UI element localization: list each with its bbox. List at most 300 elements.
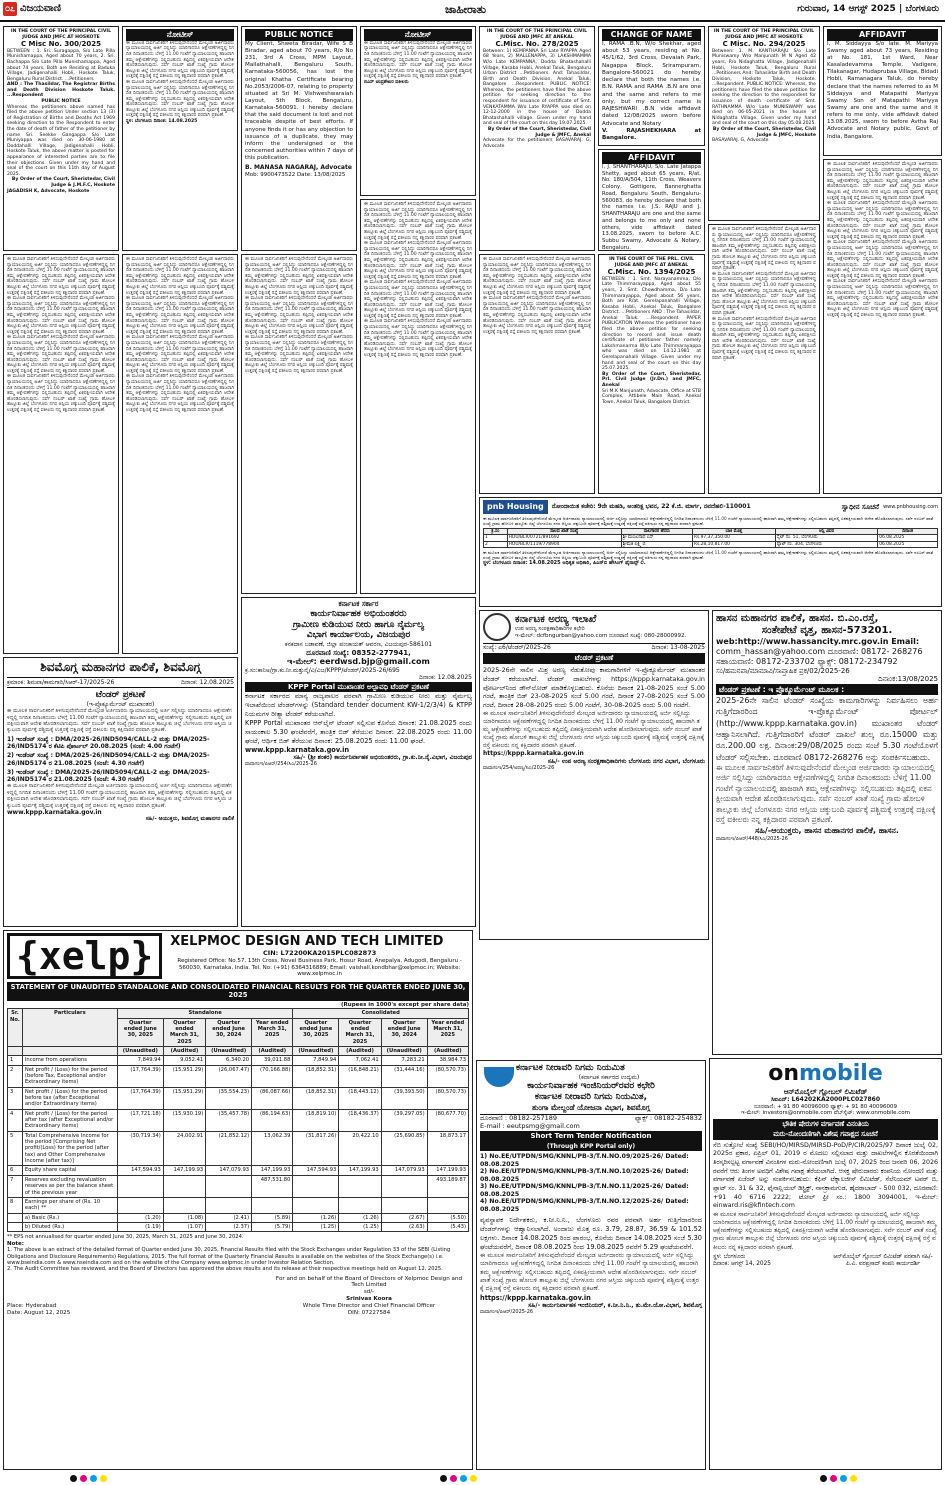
- org-title-3: ಕಾರ್ಯನಿರ್ವಾಹಕ ಇಂಜಿನಿಯರ್‌ರವರ ಕಛೇರಿ: [527, 1081, 655, 1092]
- notice-body: I, M. Siddayya S/o late. M. Mariyya Swamy aged about 73 years, Residing at No. 181, 1st Ward, Near Kasaladevamma Temple, Vadigere, Tilakanagar, Hudaprubaa Village, Bidadi Hobli, Ramanagara Taluk, do hereby declare that the names referred to as M Siddayya and Matapathi Mariyya Swamy Son of Matapathi Mariyya Swamy are one and the same and it refers to me only, vide affidavit dated 13.08.2025, sworn to before Avtha Raj Advocate and Notary public, Govt of India, Bangalore.: [827, 40, 938, 140]
- row-value: 147,594.93: [293, 1166, 339, 1175]
- row-value: (1.25): [293, 1222, 339, 1231]
- table-row: [8, 1175, 469, 1197]
- forest-tender: [479, 610, 709, 940]
- note-1: 1. The above is an extract of the detailed format of Quarter ended June 30, 2025, Financial Results filed with the Stock Exchanges under Regulation 33 of the SEBI (Listing Obligations and Disclosure Requirements) Regulations, 2015. The full format of the Quarterly Financial Results is available on the websites of the Stock Exchange(s) i.e. www.bseindia.com & www.nseindia.com and on the website of the Company www.xelpmoc.in under Investor Relation Section.: [7, 1247, 451, 1266]
- company-phone: ದೂರವಾಣಿ: + 91 80 40096000 ಫ್ಯಾಕ್ಸ್: + 91 80 40096009: [754, 1103, 897, 1110]
- row-value: [427, 1197, 468, 1213]
- notice-body: ಈ ಮೂಲಕ ಸಾರ್ವಜನಿಕರಿಗೆ ತಿಳಿಸುವುದೇನೆಂದರೆ ಮೇಲ್ಕಂಡ ಅರ್ಜಿದಾರರು ನ್ಯಾಯಾಲಯದಲ್ಲಿ ಅರ್ಜಿ ಸಲ್ಲಿಸಿದ್ದು ಯಾರಿಗಾದರೂ ಆಕ್ಷೇಪಣೆಗಳಿದ್ದಲ್ಲಿ ನಿಗದಿತ ದಿನಾಂಕದಂದು ಬೆಳಿಗ್ಗೆ 11.00 ಗಂಟೆಗೆ ನ್ಯಾಯಾಲಯದಲ್ಲಿ ಹಾಜರಾಗಿ ತಮ್ಮ ಆಕ್ಷೇಪಣೆಗಳನ್ನು ಸಲ್ಲಿಸಬಹುದು ತಪ್ಪಿದಲ್ಲಿ ಏಕಪಕ್ಷೀಯವಾಗಿ ಆದೇಶ ಹೊರಡಿಸಲಾಗುವುದು. ಸರ್ವೆ ನಂಬರ್ ಖಾತೆ ಸಂಖ್ಯೆ ಗ್ರಾಮ ಹೋಬಳಿ ತಾಲ್ಲೂಕು ಜಿಲ್ಲೆ ಬೆಂಗಳೂರು ನಗರ ಆಸ್ತಿಯ ಚಕ್ಕುಬಂದಿ ಪೂರ್ವಕ್ಕೆ ಪಶ್ಚಿಮಕ್ಕೆ ಉತ್ತರಕ್ಕೆ ದಕ್ಷಿಣಕ್ಕೆ ರಸ್ತೆ ವಕೀಲರು ನನ್ನ ಕಕ್ಷಿದಾರರ ಪರವಾಗಿ ಪ್ರಕಟಣೆ.: [126, 257, 234, 296]
- case-number: C.Misc. No. 278/2025: [495, 40, 579, 49]
- row-value: 147,594.93: [117, 1166, 163, 1175]
- row-value: 7,062.41: [339, 1056, 381, 1065]
- row-value: (80,677.70): [427, 1109, 468, 1131]
- row-value: 7,849.94: [293, 1056, 339, 1065]
- notice-title: ನೋಟೀಸ್: [126, 29, 234, 41]
- court-notice-hoskote-300: [3, 26, 119, 251]
- knnl-tender: [476, 1060, 706, 1470]
- case-number: C Misc No. 300/2025: [20, 40, 102, 49]
- row-value: 13,062.39: [252, 1131, 293, 1166]
- row-particulars: a) Basic (Rs.): [22, 1213, 117, 1222]
- court-notice-anekal-1394: [598, 254, 705, 494]
- notice-title: AFFIDAVIT: [827, 29, 938, 41]
- col-status: (Audited): [252, 1046, 293, 1055]
- notice-body-2: ಈ ಮೂಲಕ ಸಾರ್ವಜನಿಕರಿಗೆ ತಿಳಿಸುವುದೇನೆಂದರೆ ಮೇಲ್ಕಂಡ ಅರ್ಜಿದಾರರು ನ್ಯಾಯಾಲಯದಲ್ಲಿ ಅರ್ಜಿ ಸಲ್ಲಿಸಿದ್ದು ಯಾರಿಗಾದರೂ ಆಕ್ಷೇಪಣೆಗಳಿದ್ದಲ್ಲಿ ನಿಗದಿತ ದಿನಾಂಕದಂದು ಬೆಳಿಗ್ಗೆ 11.00 ಗಂಟೆಗೆ ನ್ಯಾಯಾಲಯದಲ್ಲಿ ಹಾಜರಾಗಿ ತಮ್ಮ ಆಕ್ಷೇಪಣೆಗಳನ್ನು ಸಲ್ಲಿಸಬಹುದು ತಪ್ಪಿದಲ್ಲಿ ಏಕಪಕ್ಷೀಯವಾಗಿ ಆದೇಶ ಹೊರಡಿಸಲಾಗುವುದು. ಸರ್ವೆ ನಂಬರ್ ಖಾತೆ ಸಂಖ್ಯೆ ಗ್ರಾಮ ಹೋಬಳಿ ತಾಲ್ಲೂಕು ಜಿಲ್ಲೆ ಬೆಂಗಳೂರು ನಗರ ಆಸ್ತಿಯ ಚಕ್ಕುಬಂದಿ ಪೂರ್ವಕ್ಕೆ ಪಶ್ಚಿಮಕ್ಕೆ ಉತ್ತರಕ್ಕೆ ದಕ್ಷಿಣಕ್ಕೆ ರಸ್ತೆ ವಕೀಲರು ನನ್ನ ಕಕ್ಷಿದಾರರ ಪರವಾಗಿ ಪ್ರಕಟಣೆ.: [483, 550, 934, 561]
- notice-title: ಸ್ವಾಧೀನ ಸೂಚನೆ: [841, 502, 880, 511]
- notice-subtitle: ಮರು-ನೋಂದಣಿಗಾಗಿ ವಿಶೇಷ ಗವಾಕ್ಷದ ಸೂಚನೆ: [713, 1129, 938, 1139]
- org-fax: ಫ್ಯಾಕ್ಸ್ : 08182-254832: [634, 1114, 702, 1123]
- website-link[interactable]: www.kppp.karnataka.gov.in: [245, 745, 350, 754]
- tender-body: ಈ ಮೂಲಕ ಸಾರ್ವಜನಿಕರಿಗೆ ತಿಳಿಸುವುದೇನೆಂದರೆ ಮೇಲ್ಕಂಡ ಅರ್ಜಿದಾರರು ನ್ಯಾಯಾಲಯದಲ್ಲಿ ಅರ್ಜಿ ಸಲ್ಲಿಸಿದ್ದು ಯಾರಿಗಾದರೂ ಆಕ್ಷೇಪಣೆಗಳಿದ್ದಲ್ಲಿ ನಿಗದಿತ ದಿನಾಂಕದಂದು ಬೆಳಿಗ್ಗೆ 11.00 ಗಂಟೆಗೆ ನ್ಯಾಯಾಲಯದಲ್ಲಿ ಹಾಜರಾಗಿ ತಮ್ಮ ಆಕ್ಷೇಪಣೆಗಳನ್ನು ಸಲ್ಲಿಸಬಹುದು ತಪ್ಪಿದಲ್ಲಿ ಏಕಪಕ್ಷೀಯವಾಗಿ ಆದೇಶ ಹೊರಡಿಸಲಾಗುವುದು. ಸರ್ವೆ ನಂಬರ್ ಖಾತೆ ಸಂಖ್ಯೆ ಗ್ರಾಮ ಹೋಬಳಿ ತಾಲ್ಲೂಕು ಜಿಲ್ಲೆ ಬೆಂಗಳೂರು ನಗರ ಆಸ್ತಿಯ ಚಕ್ಕುಬಂದಿ ಪೂರ್ವಕ್ಕೆ ಪಶ್ಚಿಮಕ್ಕೆ ಉತ್ತರಕ್ಕೆ ದಕ್ಷಿಣಕ್ಕೆ ರಸ್ತೆ ವಕೀಲರು ನನ್ನ ಕಕ್ಷಿದಾರರ ಪರವಾಗಿ ಪ್ರಕಟಣೆ.: [7, 708, 232, 734]
- pnb-col-header: ಸಾಲದ ಖಾತೆ ಸಂಖ್ಯೆ: [507, 529, 621, 535]
- section-title: ಜಾಹೀರಾತು: [445, 3, 487, 16]
- din: DIN: 07227584: [347, 1309, 391, 1316]
- notice-title: CHANGE OF NAME: [602, 29, 701, 41]
- table-row: [8, 1197, 469, 1213]
- tender-item-3: 3) No.EE/UTPDN/SMG/KNNL/PB-3/T.N.NO.11/2025-26/ Dated: 08.08.2025: [480, 1183, 689, 1198]
- notice-title: Short Term Tender Notification: [480, 1131, 702, 1142]
- sd: sd/-: [363, 1289, 375, 1296]
- notice-body-2: ಈ ಮೂಲಕ ಸಾರ್ವಜನಿಕರಿಗೆ ತಿಳಿಸುವುದೇನೆಂದರೆ ಮೇಲ್ಕಂಡ ಅರ್ಜಿದಾರರು ನ್ಯಾಯಾಲಯದಲ್ಲಿ ಅರ್ಜಿ ಸಲ್ಲಿಸಿದ್ದು ಯಾರಿಗಾದರೂ ಆಕ್ಷೇಪಣೆಗಳಿದ್ದಲ್ಲಿ ನಿಗದಿತ ದಿನಾಂಕದಂದು ಬೆಳಿಗ್ಗೆ 11.00 ಗಂಟೆಗೆ ನ್ಯಾಯಾಲಯದಲ್ಲಿ ಹಾಜರಾಗಿ ತಮ್ಮ ಆಕ್ಷೇಪಣೆಗಳನ್ನು ಸಲ್ಲಿಸಬಹುದು ತಪ್ಪಿದಲ್ಲಿ ಏಕಪಕ್ಷೀಯವಾಗಿ ಆದೇಶ ಹೊರಡಿಸಲಾಗುವುದು. ಸರ್ವೆ ನಂಬರ್ ಖಾತೆ ಸಂಖ್ಯೆ ಗ್ರಾಮ ಹೋಬಳಿ ತಾಲ್ಲೂಕು ಜಿಲ್ಲೆ ಬೆಂಗಳೂರು ನಗರ ಆಸ್ತಿಯ ಚಕ್ಕುಬಂದಿ ಪೂರ್ವಕ್ಕೆ ಪಶ್ಚಿಮಕ್ಕೆ ಉತ್ತರಕ್ಕೆ ದಕ್ಷಿಣಕ್ಕೆ ರಸ್ತೆ ವಕೀಲರು ನನ್ನ ಕಕ್ಷಿದಾರರ ಪರವಾಗಿ ಪ್ರಕಟಣೆ.: [827, 201, 938, 240]
- row-value: [117, 1197, 163, 1213]
- header-date: ಗುರುವಾರ, 14 ಆಗಸ್ಟ್ 2025 | ಬೆಂಗಳೂರು: [797, 4, 939, 14]
- tender-item-1: 1) No.EE/UTPDN/SMG/KNNL/PB-3/T.N.NO.09/2025-26/ Dated: 08.08.2025: [480, 1153, 689, 1168]
- org-title: ಕರ್ನಾಟಕ ಅರಣ್ಯ ಇಲಾಖೆ: [515, 614, 597, 626]
- notice-body-3: ಈ ಮೂಲಕ ಸಾರ್ವಜನಿಕರಿಗೆ ತಿಳಿಸುವುದೇನೆಂದರೆ ಮೇಲ್ಕಂಡ ಅರ್ಜಿದಾರರು ನ್ಯಾಯಾಲಯದಲ್ಲಿ ಅರ್ಜಿ ಸಲ್ಲಿಸಿದ್ದು ಯಾರಿಗಾದರೂ ಆಕ್ಷೇಪಣೆಗಳಿದ್ದಲ್ಲಿ ನಿಗದಿತ ದಿನಾಂಕದಂದು ಬೆಳಿಗ್ಗೆ 11.00 ಗಂಟೆಗೆ ನ್ಯಾಯಾಲಯದಲ್ಲಿ ಹಾಜರಾಗಿ ತಮ್ಮ ಆಕ್ಷೇಪಣೆಗಳನ್ನು ಸಲ್ಲಿಸಬಹುದು ತಪ್ಪಿದಲ್ಲಿ ಏಕಪಕ್ಷೀಯವಾಗಿ ಆದೇಶ ಹೊರಡಿಸಲಾಗುವುದು. ಸರ್ವೆ ನಂಬರ್ ಖಾತೆ ಸಂಖ್ಯೆ ಗ್ರಾಮ ಹೋಬಳಿ ತಾಲ್ಲೂಕು ಜಿಲ್ಲೆ ಬೆಂಗಳೂರು ನಗರ ಆಸ್ತಿಯ ಚಕ್ಕುಬಂದಿ ಪೂರ್ವಕ್ಕೆ ಪಶ್ಚಿಮಕ್ಕೆ ಉತ್ತರಕ್ಕೆ ದಕ್ಷಿಣಕ್ಕೆ ರಸ್ತೆ ವಕೀಲರು ನನ್ನ ಕಕ್ಷಿದಾರರ ಪರವಾಗಿ ಪ್ರಕಟಣೆ.: [364, 280, 472, 319]
- court-name: IN THE COURT OF THE PRL. CIVIL JUDGE AND JMFC AT ANEKAL: [609, 257, 694, 268]
- pnb-housing-logo: pnb Housing: [483, 500, 548, 514]
- pnb-col-header: ಕ್ರ.ಸಂ: [484, 529, 508, 535]
- row-value: [381, 1175, 427, 1197]
- company-email: ಇ-ಮೇಲ್: investors@onmobile.com ವೆಬ್‌ಸೈಟ್: www.onmobile.com: [740, 1110, 911, 1117]
- xelpmoc-financial-results: [3, 930, 473, 1470]
- tender-item-3: 3) ಇಂಡೆಂಟ್ ಸಂಖ್ಯೆ : DMA/2025-26/IND5094/CALL-2 ಮತ್ತು DMA/2025-26/IND5174 ರ 21.08.2025 (ಸಂಜೆ: 4.30 ಗಂಟೆಗೆ): [7, 768, 210, 784]
- notice-body-4: ಈ ಮೂಲಕ ಸಾರ್ವಜನಿಕರಿಗೆ ತಿಳಿಸುವುದೇನೆಂದರೆ ಮೇಲ್ಕಂಡ ಅರ್ಜಿದಾರರು ನ್ಯಾಯಾಲಯದಲ್ಲಿ ಅರ್ಜಿ ಸಲ್ಲಿಸಿದ್ದು ಯಾರಿಗಾದರೂ ಆಕ್ಷೇಪಣೆಗಳಿದ್ದಲ್ಲಿ ನಿಗದಿತ ದಿನಾಂಕದಂದು ಬೆಳಿಗ್ಗೆ 11.00 ಗಂಟೆಗೆ ನ್ಯಾಯಾಲಯದಲ್ಲಿ ಹಾಜರಾಗಿ ತಮ್ಮ ಆಕ್ಷೇಪಣೆಗಳನ್ನು ಸಲ್ಲಿಸಬಹುದು ತಪ್ಪಿದಲ್ಲಿ ಏಕಪಕ್ಷೀಯವಾಗಿ ಆದೇಶ ಹೊರಡಿಸಲಾಗುವುದು. ಸರ್ವೆ ನಂಬರ್ ಖಾತೆ ಸಂಖ್ಯೆ ಗ್ರಾಮ ಹೋಬಳಿ ತಾಲ್ಲೂಕು ಜಿಲ್ಲೆ ಬೆಂಗಳೂರು ನಗರ ಆಸ್ತಿಯ ಚಕ್ಕುಬಂದಿ ಪೂರ್ವಕ್ಕೆ ಪಶ್ಚಿಮಕ್ಕೆ ಉತ್ತರಕ್ಕೆ ದಕ್ಷಿಣಕ್ಕೆ ರಸ್ತೆ ವಕೀಲರು ನನ್ನ ಕಕ್ಷಿದಾರರ ಪರವಾಗಿ ಪ್ರಕಟಣೆ.: [827, 279, 938, 319]
- table-row: [8, 1056, 469, 1065]
- row-value: (1.19): [117, 1222, 163, 1231]
- notice-kannada-2: [360, 26, 476, 196]
- row-value: (21,852.12): [206, 1131, 252, 1166]
- org-title-1: ಕರ್ನಾಟಕ ನೀರಾವರಿ ನಿಗಮ ನಿಯಮಿತ: [516, 1063, 625, 1073]
- notice-title: ಭೌತಿಕ ಷೇರುಗಳ ವರ್ಗಾವಣೆ ವಿನಂತಿಯ: [713, 1119, 938, 1129]
- row-value: (18,852.31): [293, 1087, 339, 1109]
- row-value: (5.89): [252, 1213, 293, 1222]
- table-cell: Rs.97,37,350.00: [692, 535, 775, 541]
- row-value: 24,002.91: [163, 1131, 205, 1166]
- row-particulars: Reserves excluding revaluation reserves as per the balance sheet of the previous year: [22, 1175, 117, 1197]
- row-value: (18,436.37): [339, 1109, 381, 1131]
- row-value: (2.63): [381, 1222, 427, 1231]
- respondent: AND : The Thasildar, The Registrar Births and Death Division Hoskote Taluk. ...Respondent: [7, 82, 115, 99]
- statement-title: STATEMENT OF UNAUDITED STANDALONE AND CONSOLIDATED FINANCIAL RESULTS FOR THE QUARTER ENDED JUNE 30, 2025: [7, 982, 469, 1001]
- notice-body: ಈ ಮೂಲಕ ಸಾರ್ವಜನಿಕರಿಗೆ ತಿಳಿಸುವುದೇನೆಂದರೆ ಮೇಲ್ಕಂಡ ಅರ್ಜಿದಾರರು ನ್ಯಾಯಾಲಯದಲ್ಲಿ ಅರ್ಜಿ ಸಲ್ಲಿಸಿದ್ದು ಯಾರಿಗಾದರೂ ಆಕ್ಷೇಪಣೆಗಳಿದ್ದಲ್ಲಿ ನಿಗದಿತ ದಿನಾಂಕದಂದು ಬೆಳಿಗ್ಗೆ 11.00 ಗಂಟೆಗೆ ನ್ಯಾಯಾಲಯದಲ್ಲಿ ಹಾಜರಾಗಿ ತಮ್ಮ ಆಕ್ಷೇಪಣೆಗಳನ್ನು ಸಲ್ಲಿಸಬಹುದು ತಪ್ಪಿದಲ್ಲಿ ಏಕಪಕ್ಷೀಯವಾಗಿ ಆದೇಶ ಹೊರಡಿಸಲಾಗುವುದು. ಸರ್ವೆ ನಂಬರ್ ಖಾತೆ ಸಂಖ್ಯೆ ಗ್ರಾಮ ಹೋಬಳಿ ತಾಲ್ಲೂಕು ಜಿಲ್ಲೆ ಬೆಂಗಳೂರು ನಗರ ಆಸ್ತಿಯ ಚಕ್ಕುಬಂದಿ ಪೂರ್ವಕ್ಕೆ ಪಶ್ಚಿಮಕ್ಕೆ ಉತ್ತರಕ್ಕೆ ದಕ್ಷಿಣಕ್ಕೆ ರಸ್ತೆ ವಕೀಲರು ನನ್ನ ಕಕ್ಷಿದಾರರ ಪರವಾಗಿ ಪ್ರಕಟಣೆ.: [245, 257, 353, 296]
- table-cell: HOU/BLR/0721/891692: [507, 535, 621, 541]
- table-cell: HOU/BLR/1119/778904: [507, 541, 621, 547]
- row-sr: 3: [8, 1087, 23, 1109]
- col-status: (Audited): [339, 1046, 381, 1055]
- row-particulars: Equity share capital: [22, 1166, 117, 1175]
- tender-sign: ಸಹಿ/- (ಶ್ರೀ ಶಂಕರ) ಕಾರ್ಯನಿರ್ವಾಹಕ ಅಭಿಯಂತರರು, ಗ್ರಾ.ಕು.ನೀ.ನೈ.ವಿಭಾಗ, ವಿಜಯಪುರ: [293, 753, 472, 761]
- org-sub: ಉಪ ಅರಣ್ಯ ಸಂರಕ್ಷಣಾಧಿಕಾರಿಗಳ ಕಛೇರಿ: [515, 626, 585, 633]
- row-sr: 8: [8, 1197, 23, 1213]
- tender-title: ಟೆಂಡರ್ ಪ್ರಕಟಣೆ : ಇ ಪ್ರೊಕ್ಯೂರ್ಮೆಂಟ್ ಮೂಲಕ :: [716, 684, 938, 695]
- date: Date: August 12, 2025: [7, 1309, 71, 1316]
- note-label: Note:: [7, 1240, 24, 1247]
- col-status: (Audited): [163, 1046, 205, 1055]
- tender-body: ವ್ಯವಸ್ಥಾಪಕ ನಿರ್ದೇಶಕರು, ಕ.ನೀ.ನಿ.ನಿ., ಬೆಂಗಳೂರು ರವರ ಪರವಾಗಿ ಅರ್ಹ ಗುತ್ತಿಗೆದಾರರಿಂದ ಟೆಂಡರ್‌ಗಳನ್ನು ಆಹ್ವಾನಿಸಲಾಗಿದೆ. ಅಂದಾಜು ಮೊತ್ತ ರೂ. 3.79, 28.87, 36.59 & 101.52 ಲಕ್ಷಗಳು. ದಿನಾಂಕ 14.08.2025 ರಿಂದ ಪ್ರಾರಂಭ, ಕೊನೆಯ ದಿನಾಂಕ 14.08.2025 ಸಂಜೆ 5.30 ಘಂಟೆಯವರೆಗೆ, ದಿನಾಂಕ 08.08.2025 ರಿಂದ 19.08.2025 ರವರೆಗೆ 5.29 ಘಂಟೆಯವರೆಗೆ.: [480, 1215, 702, 1251]
- org-web[interactable]: web:http://www.hassancity.mrc.gov.in Email:: [716, 637, 920, 647]
- table-row: [8, 1109, 469, 1131]
- forest-seal-icon: [483, 613, 511, 641]
- notice-title: PUBLIC NOTICE: [245, 29, 353, 41]
- notice-body-2: ಈ ಮೂಲಕ ಸಾರ್ವಜನಿಕರಿಗೆ ತಿಳಿಸುವುದೇನೆಂದರೆ ಮೇಲ್ಕಂಡ ಅರ್ಜಿದಾರರು ನ್ಯಾಯಾಲಯದಲ್ಲಿ ಅರ್ಜಿ ಸಲ್ಲಿಸಿದ್ದು ಯಾರಿಗಾದರೂ ಆಕ್ಷೇಪಣೆಗಳಿದ್ದಲ್ಲಿ ನಿಗದಿತ ದಿನಾಂಕದಂದು ಬೆಳಿಗ್ಗೆ 11.00 ಗಂಟೆಗೆ ನ್ಯಾಯಾಲಯದಲ್ಲಿ ಹಾಜರಾಗಿ ತಮ್ಮ ಆಕ್ಷೇಪಣೆಗಳನ್ನು ಸಲ್ಲಿಸಬಹುದು ತಪ್ಪಿದಲ್ಲಿ ಏಕಪಕ್ಷೀಯವಾಗಿ ಆದೇಶ ಹೊರಡಿಸಲಾಗುವುದು. ಸರ್ವೆ ನಂಬರ್ ಖಾತೆ ಸಂಖ್ಯೆ ಗ್ರಾಮ ಹೋಬಳಿ ತಾಲ್ಲೂಕು ಜಿಲ್ಲೆ ಬೆಂಗಳೂರು ನಗರ ಆಸ್ತಿಯ ಚಕ್ಕುಬಂದಿ ಪೂರ್ವಕ್ಕೆ ಪಶ್ಚಿಮಕ್ಕೆ ಉತ್ತರಕ್ಕೆ ದಕ್ಷಿಣಕ್ಕೆ ರಸ್ತೆ ವಕೀಲರು ನನ್ನ ಕಕ್ಷಿದಾರರ ಪರವಾಗಿ ಪ್ರಕಟಣೆ.: [483, 296, 591, 335]
- tender-body-2: ಈ ಮೂಲಕ ಸಾರ್ವಜನಿಕರಿಗೆ ತಿಳಿಸುವುದೇನೆಂದರೆ ಮೇಲ್ಕಂಡ ಅರ್ಜಿದಾರರು ನ್ಯಾಯಾಲಯದಲ್ಲಿ ಅರ್ಜಿ ಸಲ್ಲಿಸಿದ್ದು ಯಾರಿಗಾದರೂ ಆಕ್ಷೇಪಣೆಗಳಿದ್ದಲ್ಲಿ ನಿಗದಿತ ದಿನಾಂಕದಂದು ಬೆಳಿಗ್ಗೆ 11.00 ಗಂಟೆಗೆ ನ್ಯಾಯಾಲಯದಲ್ಲಿ ಹಾಜರಾಗಿ ತಮ್ಮ ಆಕ್ಷೇಪಣೆಗಳನ್ನು ಸಲ್ಲಿಸಬಹುದು ತಪ್ಪಿದಲ್ಲಿ ಏಕಪಕ್ಷೀಯವಾಗಿ ಆದೇಶ ಹೊರಡಿಸಲಾಗುವುದು. ಸರ್ವೆ ನಂಬರ್ ಖಾತೆ ಸಂಖ್ಯೆ ಗ್ರಾಮ ಹೋಬಳಿ ತಾಲ್ಲೂಕು ಜಿಲ್ಲೆ ಬೆಂಗಳೂರು ನಗರ ಆಸ್ತಿಯ ಚಕ್ಕುಬಂದಿ ಪೂರ್ವಕ್ಕೆ ಪಶ್ಚಿಮಕ್ಕೆ ಉತ್ತರಕ್ಕೆ ದಕ್ಷಿಣಕ್ಕೆ ರಸ್ತೆ ವಕೀಲರು ನನ್ನ ಕಕ್ಷಿದಾರರ ಪರವಾಗಿ ಪ್ರಕಟಣೆ.: [716, 762, 936, 825]
- advocate: Sri M.K Manjunath, Advocate, Office at STB Complex, Attibele Main Road, Anekal Town, Anekal Taluk, Bangalore District.: [602, 388, 701, 405]
- row-value: (15,951.29): [163, 1065, 205, 1087]
- public-notice-shweta: [241, 26, 357, 251]
- row-value: (5.43): [427, 1222, 468, 1231]
- row-value: [293, 1175, 339, 1197]
- row-value: [163, 1197, 205, 1213]
- designation: Whole Time Director and Chief Financial Officer: [302, 1302, 436, 1309]
- notice-body-3: ಈ ಮೂಲಕ ಸಾರ್ವಜನಿಕರಿಗೆ ತಿಳಿಸುವುದೇನೆಂದರೆ ಮೇಲ್ಕಂಡ ಅರ್ಜಿದಾರರು ನ್ಯಾಯಾಲಯದಲ್ಲಿ ಅರ್ಜಿ ಸಲ್ಲಿಸಿದ್ದು ಯಾರಿಗಾದರೂ ಆಕ್ಷೇಪಣೆಗಳಿದ್ದಲ್ಲಿ ನಿಗದಿತ ದಿನಾಂಕದಂದು ಬೆಳಿಗ್ಗೆ 11.00 ಗಂಟೆಗೆ ನ್ಯಾಯಾಲಯದಲ್ಲಿ ಹಾಜರಾಗಿ ತಮ್ಮ ಆಕ್ಷೇಪಣೆಗಳನ್ನು ಸಲ್ಲಿಸಬಹುದು ತಪ್ಪಿದಲ್ಲಿ ಏಕಪಕ್ಷೀಯವಾಗಿ ಆದೇಶ ಹೊರಡಿಸಲಾಗುವುದು. ಸರ್ವೆ ನಂಬರ್ ಖಾತೆ ಸಂಖ್ಯೆ ಗ್ರಾಮ ಹೋಬಳಿ ತಾಲ್ಲೂಕು ಜಿಲ್ಲೆ ಬೆಂಗಳೂರು ನಗರ ಆಸ್ತಿಯ ಚಕ್ಕುಬಂದಿ ಪೂರ್ವಕ್ಕೆ ಪಶ್ಚಿಮಕ್ಕೆ ಉತ್ತರಕ್ಕೆ ದಕ್ಷಿಣಕ್ಕೆ ರಸ್ತೆ ವಕೀಲರು ನನ್ನ ಕಕ್ಷಿದಾರರ ಪರವಾಗಿ ಪ್ರಕಟಣೆ.: [245, 335, 353, 374]
- col-status: (Audited): [427, 1046, 468, 1055]
- row-sr: 2: [8, 1065, 23, 1087]
- kannada-court-notice-7: [823, 159, 942, 494]
- for-board: For and on behalf of the Board of Directors of Xelpmoc Design and Tech Limited: [275, 1275, 463, 1289]
- place: Place: Hyderabad: [7, 1302, 57, 1309]
- kannada-court-notice-5: [479, 254, 595, 494]
- col-header: Quarter ended June 30, 2025: [293, 1018, 339, 1046]
- row-value: (80,570.73): [427, 1087, 468, 1109]
- col-header: Quarter ended June 30, 2025: [117, 1018, 163, 1046]
- eps-note: ** EPS not annualised for quarter ended June 30, 2025, March 31, 2025 and June 30, 2024.: [7, 1234, 244, 1241]
- vijayapura-tender: [241, 597, 476, 927]
- row-value: 487,531.80: [252, 1175, 293, 1197]
- notice-body: ಈ ಮೂಲಕ ಸಾರ್ವಜನಿಕರಿಗೆ ತಿಳಿಸುವುದೇನೆಂದರೆ ಮೇಲ್ಕಂಡ ಅರ್ಜಿದಾರರು ನ್ಯಾಯಾಲಯದಲ್ಲಿ ಅರ್ಜಿ ಸಲ್ಲಿಸಿದ್ದು ಯಾರಿಗಾದರೂ ಆಕ್ಷೇಪಣೆಗಳಿದ್ದಲ್ಲಿ ನಿಗದಿತ ದಿನಾಂಕದಂದು ಬೆಳಿಗ್ಗೆ 11.00 ಗಂಟೆಗೆ ನ್ಯಾಯಾಲಯದಲ್ಲಿ ಹಾಜರಾಗಿ ತಮ್ಮ ಆಕ್ಷೇಪಣೆಗಳನ್ನು ಸಲ್ಲಿಸಬಹುದು ತಪ್ಪಿದಲ್ಲಿ ಏಕಪಕ್ಷೀಯವಾಗಿ ಆದೇಶ ಹೊರಡಿಸಲಾಗುವುದು. ಸರ್ವೆ ನಂಬರ್ ಖಾತೆ ಸಂಖ್ಯೆ ಗ್ರಾಮ ಹೋಬಳಿ ತಾಲ್ಲೂಕು ಜಿಲ್ಲೆ ಬೆಂಗಳೂರು ನಗರ ಆಸ್ತಿಯ ಚಕ್ಕುಬಂದಿ ಪೂರ್ವಕ್ಕೆ ಪಶ್ಚಿಮಕ್ಕೆ ಉತ್ತರಕ್ಕೆ ದಕ್ಷಿಣಕ್ಕೆ ರಸ್ತೆ ವಕೀಲರು ನನ್ನ ಕಕ್ಷಿದಾರರ ಪರವಾಗಿ ಪ್ರಕಟಣೆ.: [126, 40, 234, 80]
- notice-body: Between: 1. M. KANTHARAJU S/o Late Muniswamy W/o Manjunath M N Aged 42 years, R/o Nidaghatta Village, Jadigenahalli Hobli, Hoskote Taluk, Bengaluru Rural ...Petitioners And: Tahasildar Birth and Death Division, Hoskote Taluk, Hoskote. ...Respondent. PUBLIC NOTICE: Whereas, the petitioners have filed the above petition for seeking the direction to the respondent for issuance of death certificate of Smt. RATHNAMMA W/o Late MUNISWAMY was died on 06-05-2021 in the house of Nidaghatta Village. Given under my hand and seal of the court on this day 05.08.2025.: [712, 48, 816, 127]
- website-link[interactable]: www.kppp.karnataka.gov.in: [7, 808, 102, 816]
- row-value: (30,719.34): [117, 1131, 163, 1166]
- row-value: [293, 1197, 339, 1213]
- row-value: (1.26): [339, 1213, 381, 1222]
- table-row: [8, 1065, 469, 1087]
- notice-body: ಈ ಮೂಲಕ ಸಾರ್ವಜನಿಕರಿಗೆ ತಿಳಿಸುವುದೇನೆಂದರೆ ಮೇಲ್ಕಂಡ ಅರ್ಜಿದಾರರು ನ್ಯಾಯಾಲಯದಲ್ಲಿ ಅರ್ಜಿ ಸಲ್ಲಿಸಿದ್ದು ಯಾರಿಗಾದರೂ ಆಕ್ಷೇಪಣೆಗಳಿದ್ದಲ್ಲಿ ನಿಗದಿತ ದಿನಾಂಕದಂದು ಬೆಳಿಗ್ಗೆ 11.00 ಗಂಟೆಗೆ ನ್ಯಾಯಾಲಯದಲ್ಲಿ ಹಾಜರಾಗಿ ತಮ್ಮ ಆಕ್ಷೇಪಣೆಗಳನ್ನು ಸಲ್ಲಿಸಬಹುದು ತಪ್ಪಿದಲ್ಲಿ ಏಕಪಕ್ಷೀಯವಾಗಿ ಆದೇಶ ಹೊರಡಿಸಲಾಗುವುದು. ಸರ್ವೆ ನಂಬರ್ ಖಾತೆ ಸಂಖ್ಯೆ ಗ್ರಾಮ ಹೋಬಳಿ ತಾಲ್ಲೂಕು ಜಿಲ್ಲೆ ಬೆಂಗಳೂರು ನಗರ ಆಸ್ತಿಯ ಚಕ್ಕುಬಂದಿ ಪೂರ್ವಕ್ಕೆ ಪಶ್ಚಿಮಕ್ಕೆ ಉತ್ತರಕ್ಕೆ ದಕ್ಷಿಣಕ್ಕೆ ರಸ್ತೆ ವಕೀಲರು ನನ್ನ ಕಕ್ಷಿದಾರರ ಪರವಾಗಿ ಪ್ರಕಟಣೆ.: [7, 257, 115, 296]
- ref-date: ದಿನಾಂಕ: 12.08.2025: [181, 678, 234, 686]
- org-title-2: ಗ್ರಾಮೀಣ ಕುಡಿಯುವ ನೀರು ಹಾಗೂ ನೈರ್ಮಲ್ಯ: [292, 619, 425, 630]
- row-sr: 1: [8, 1056, 23, 1065]
- row-value: (16,848.21): [339, 1065, 381, 1087]
- group-consolidated: Consolidated: [293, 1009, 469, 1018]
- org-phone: ದೂರವಾಣಿ ಸಂಖ್ಯೆ: 08352-277941,: [306, 648, 411, 657]
- table-cell: ಫ್ಲಾಟ್ ನಂ. 304, ಬೆಂಗಳೂರು: [775, 541, 878, 547]
- row-value: (39,393.50): [381, 1087, 427, 1109]
- row-particulars: Net profit / (Loss) for the period before tax (after Exceptional and/or Extraordinary items): [22, 1087, 117, 1109]
- notice-body-2: ಈ ಮೂಲಕ ಸಾರ್ವಜನಿಕರಿಗೆ ತಿಳಿಸುವುದೇನೆಂದರೆ ಮೇಲ್ಕಂಡ ಅರ್ಜಿದಾರರು ನ್ಯಾಯಾಲಯದಲ್ಲಿ ಅರ್ಜಿ ಸಲ್ಲಿಸಿದ್ದು ಯಾರಿಗಾದರೂ ಆಕ್ಷೇಪಣೆಗಳಿದ್ದಲ್ಲಿ ನಿಗದಿತ ದಿನಾಂಕದಂದು ಬೆಳಿಗ್ಗೆ 11.00 ಗಂಟೆಗೆ ನ್ಯಾಯಾಲಯದಲ್ಲಿ ಹಾಜರಾಗಿ ತಮ್ಮ ಆಕ್ಷೇಪಣೆಗಳನ್ನು ಸಲ್ಲಿಸಬಹುದು ತಪ್ಪಿದಲ್ಲಿ ಏಕಪಕ್ಷೀಯವಾಗಿ ಆದೇಶ ಹೊರಡಿಸಲಾಗುವುದು. ಸರ್ವೆ ನಂಬರ್ ಖಾತೆ ಸಂಖ್ಯೆ ಗ್ರಾಮ ಹೋಬಳಿ ತಾಲ್ಲೂಕು ಜಿಲ್ಲೆ ಬೆಂಗಳೂರು ನಗರ ಆಸ್ತಿಯ ಚಕ್ಕುಬಂದಿ ಪೂರ್ವಕ್ಕೆ ಪಶ್ಚಿಮಕ್ಕೆ ಉತ್ತರಕ್ಕೆ ದಕ್ಷಿಣಕ್ಕೆ ರಸ್ತೆ ವಕೀಲರು ನನ್ನ ಕಕ್ಷಿದಾರರ ಪರವಾಗಿ ಪ್ರಕಟಣೆ.: [126, 296, 234, 335]
- row-value: [381, 1197, 427, 1213]
- row-value: (5.79): [252, 1222, 293, 1231]
- row-particulars: Net profit / (Loss) for the period after tax (after Exceptional and/or Extraordinary items): [22, 1109, 117, 1131]
- table-row: [8, 1087, 469, 1109]
- row-particulars: b) Diluted (Rs.): [22, 1222, 117, 1231]
- onmobile-notice: [709, 1058, 942, 1470]
- notice-body-3: ಈ ಮೂಲಕ ಸಾರ್ವಜನಿಕರಿಗೆ ತಿಳಿಸುವುದೇನೆಂದರೆ ಮೇಲ್ಕಂಡ ಅರ್ಜಿದಾರರು ನ್ಯಾಯಾಲಯದಲ್ಲಿ ಅರ್ಜಿ ಸಲ್ಲಿಸಿದ್ದು ಯಾರಿಗಾದರೂ ಆಕ್ಷೇಪಣೆಗಳಿದ್ದಲ್ಲಿ ನಿಗದಿತ ದಿನಾಂಕದಂದು ಬೆಳಿಗ್ಗೆ 11.00 ಗಂಟೆಗೆ ನ್ಯಾಯಾಲಯದಲ್ಲಿ ಹಾಜರಾಗಿ ತಮ್ಮ ಆಕ್ಷೇಪಣೆಗಳನ್ನು ಸಲ್ಲಿಸಬಹುದು ತಪ್ಪಿದಲ್ಲಿ ಏಕಪಕ್ಷೀಯವಾಗಿ ಆದೇಶ ಹೊರಡಿಸಲಾಗುವುದು. ಸರ್ವೆ ನಂಬರ್ ಖಾತೆ ಸಂಖ್ಯೆ ಗ್ರಾಮ ಹೋಬಳಿ ತಾಲ್ಲೂಕು ಜಿಲ್ಲೆ ಬೆಂಗಳೂರು ನಗರ ಆಸ್ತಿಯ ಚಕ್ಕುಬಂದಿ ಪೂರ್ವಕ್ಕೆ ಪಶ್ಚಿಮಕ್ಕೆ ಉತ್ತರಕ್ಕೆ ದಕ್ಷಿಣಕ್ಕೆ ರಸ್ತೆ ವಕೀಲರು ನನ್ನ ಕಕ್ಷಿದಾರರ ಪರವಾಗಿ ಪ್ರಕಟಣೆ.: [712, 316, 816, 361]
- notice-body-4: ಈ ಮೂಲಕ ಸಾರ್ವಜನಿಕರಿಗೆ ತಿಳಿಸುವುದೇನೆಂದರೆ ಮೇಲ್ಕಂಡ ಅರ್ಜಿದಾರರು ನ್ಯಾಯಾಲಯದಲ್ಲಿ ಅರ್ಜಿ ಸಲ್ಲಿಸಿದ್ದು ಯಾರಿಗಾದರೂ ಆಕ್ಷೇಪಣೆಗಳಿದ್ದಲ್ಲಿ ನಿಗದಿತ ದಿನಾಂಕದಂದು ಬೆಳಿಗ್ಗೆ 11.00 ಗಂಟೆಗೆ ನ್ಯಾಯಾಲಯದಲ್ಲಿ ಹಾಜರಾಗಿ ತಮ್ಮ ಆಕ್ಷೇಪಣೆಗಳನ್ನು ಸಲ್ಲಿಸಬಹುದು ತಪ್ಪಿದಲ್ಲಿ ಏಕಪಕ್ಷೀಯವಾಗಿ ಆದೇಶ ಹೊರಡಿಸಲಾಗುವುದು. ಸರ್ವೆ ನಂಬರ್ ಖಾತೆ ಸಂಖ್ಯೆ ಗ್ರಾಮ ಹೋಬಳಿ ತಾಲ್ಲೂಕು ಜಿಲ್ಲೆ ಬೆಂಗಳೂರು ನಗರ ಆಸ್ತಿಯ ಚಕ್ಕುಬಂದಿ ಪೂರ್ವಕ್ಕೆ ಪಶ್ಚಿಮಕ್ಕೆ ಉತ್ತರಕ್ಕೆ ದಕ್ಷಿಣಕ್ಕೆ ರಸ್ತೆ ವಕೀಲರು ನನ್ನ ಕಕ್ಷಿದಾರರ ಪರವಾಗಿ ಪ್ರಕಟಣೆ.: [7, 374, 115, 414]
- row-value: (1.07): [163, 1222, 205, 1231]
- pnb-table: [483, 528, 938, 548]
- notice-sign: ಬಿಎಸ್ ಚಂದ್ರಶೇಖರ ವಕೀಲರು: [364, 79, 409, 85]
- website-link[interactable]: https://kppp.karnataka.gov.in: [483, 750, 584, 758]
- notice-body-cont: ಈ ಮೂಲಕ ಸಾರ್ವಜನಿಕರಿಗೆ ತಿಳಿಸುವುದೇನೆಂದರೆ ಮೇಲ್ಕಂಡ ಅರ್ಜಿದಾರರು ನ್ಯಾಯಾಲಯದಲ್ಲಿ ಅರ್ಜಿ ಸಲ್ಲಿಸಿದ್ದು ಯಾರಿಗಾದರೂ ಆಕ್ಷೇಪಣೆಗಳಿದ್ದಲ್ಲಿ ನಿಗದಿತ ದಿನಾಂಕದಂದು ಬೆಳಿಗ್ಗೆ 11.00 ಗಂಟೆಗೆ ನ್ಯಾಯಾಲಯದಲ್ಲಿ ಹಾಜರಾಗಿ ತಮ್ಮ ಆಕ್ಷೇಪಣೆಗಳನ್ನು ಸಲ್ಲಿಸಬಹುದು ತಪ್ಪಿದಲ್ಲಿ ಏಕಪಕ್ಷೀಯವಾಗಿ ಆದೇಶ ಹೊರಡಿಸಲಾಗುವುದು. ಸರ್ವೆ ನಂಬರ್ ಖಾತೆ ಸಂಖ್ಯೆ ಗ್ರಾಮ ಹೋಬಳಿ ತಾಲ್ಲೂಕು ಜಿಲ್ಲೆ ಬೆಂಗಳೂರು ನಗರ ಆಸ್ತಿಯ ಚಕ್ಕುಬಂದಿ ಪೂರ್ವಕ್ಕೆ ಪಶ್ಚಿಮಕ್ಕೆ ಉತ್ತರಕ್ಕೆ ದಕ್ಷಿಣಕ್ಕೆ ರಸ್ತೆ ವಕೀಲರು ನನ್ನ ಕಕ್ಷಿದಾರರ ಪರವಾಗಿ ಪ್ರಕಟಣೆ.: [126, 79, 234, 119]
- row-sr: 5: [8, 1131, 23, 1166]
- row-value: [252, 1197, 293, 1213]
- row-particulars: Total Comprehensive Income for the period [Comprising Net profit/(Loss) for the period (after tax) and Other Comprehensive Income (after tax)]: [22, 1131, 117, 1166]
- row-value: 147,199.93: [252, 1166, 293, 1175]
- notice-body-3: ಈ ಮೂಲಕ ಸಾರ್ವಜನಿಕರಿಗೆ ತಿಳಿಸುವುದೇನೆಂದರೆ ಮೇಲ್ಕಂಡ ಅರ್ಜಿದಾರರು ನ್ಯಾಯಾಲಯದಲ್ಲಿ ಅರ್ಜಿ ಸಲ್ಲಿಸಿದ್ದು ಯಾರಿಗಾದರೂ ಆಕ್ಷೇಪಣೆಗಳಿದ್ದಲ್ಲಿ ನಿಗದಿತ ದಿನಾಂಕದಂದು ಬೆಳಿಗ್ಗೆ 11.00 ಗಂಟೆಗೆ ನ್ಯಾಯಾಲಯದಲ್ಲಿ ಹಾಜರಾಗಿ ತಮ್ಮ ಆಕ್ಷೇಪಣೆಗಳನ್ನು ಸಲ್ಲಿಸಬಹುದು ತಪ್ಪಿದಲ್ಲಿ ಏಕಪಕ್ಷೀಯವಾಗಿ ಆದೇಶ ಹೊರಡಿಸಲಾಗುವುದು. ಸರ್ವೆ ನಂಬರ್ ಖಾತೆ ಸಂಖ್ಯೆ ಗ್ರಾಮ ಹೋಬಳಿ ತಾಲ್ಲೂಕು ಜಿಲ್ಲೆ ಬೆಂಗಳೂರು ನಗರ ಆಸ್ತಿಯ ಚಕ್ಕುಬಂದಿ ಪೂರ್ವಕ್ಕೆ ಪಶ್ಚಿಮಕ್ಕೆ ಉತ್ತರಕ್ಕೆ ದಕ್ಷಿಣಕ್ಕೆ ರಸ್ತೆ ವಕೀಲರು ನನ್ನ ಕಕ್ಷಿದಾರರ ಪರವಾಗಿ ಪ್ರಕಟಣೆ.: [126, 335, 234, 374]
- tender-body: 2025-26ನೇ ಸಾಲಿನ ಟೆಂಡರ್ ಸಂಖ್ಯೆಯ ಕಾಮಗಾರಿಗಳನ್ನು ನಿರ್ವಹಿಸಲು ಅರ್ಹ ಗುತ್ತಿಗೆದಾರರಿಂದ ಇ-ಪ್ರೊಕ್ಯೂರ್ಮೆಂಟ್ ಪೋರ್ಟಲ್ (http://www.kppp.karnataka.gov.in) ಮುಖಾಂತರ ಟೆಂಡರ್ ಆಹ್ವಾನಿಸಲಾಗಿದೆ. ಗುತ್ತಿಗೆದಾರರಿಗೆ ಟೆಂಡರ್ ದಾಖಲೆ ಶುಲ್ಕ ರೂ.15000 ಮತ್ತು ರೂ.200.00 ಲಕ್ಷ. ದಿನಾಂಕ:29/08/2025 ರಂದು ಸಂಜೆ 5.30 ಗಂಟೆಯೊಳಗೆ ಟೆಂಡರ್ ಸಲ್ಲಿಸಬೇಕು. ದೂರವಾಣಿ 08172-268276 ಅನ್ನು ಸಂಪರ್ಕಿಸಬಹುದು.: [716, 695, 938, 762]
- notice-title: ನೋಟೀಸ್: [364, 29, 472, 41]
- company-cin: ಸಿಐಎನ್: L64202KA2000PLC027860: [770, 1096, 881, 1104]
- row-value: (70,166.88): [252, 1065, 293, 1087]
- notice-body: ಈ ಮೂಲಕ ಸಾರ್ವಜನಿಕರಿಗೆ ತಿಳಿಸುವುದೇನೆಂದರೆ ಮೇಲ್ಕಂಡ ಅರ್ಜಿದಾರರು ನ್ಯಾಯಾಲಯದಲ್ಲಿ ಅರ್ಜಿ ಸಲ್ಲಿಸಿದ್ದು ಯಾರಿಗಾದರೂ ಆಕ್ಷೇಪಣೆಗಳಿದ್ದಲ್ಲಿ ನಿಗದಿತ ದಿನಾಂಕದಂದು ಬೆಳಿಗ್ಗೆ 11.00 ಗಂಟೆಗೆ ನ್ಯಾಯಾಲಯದಲ್ಲಿ ಹಾಜರಾಗಿ ತಮ್ಮ ಆಕ್ಷೇಪಣೆಗಳನ್ನು ಸಲ್ಲಿಸಬಹುದು ತಪ್ಪಿದಲ್ಲಿ ಏಕಪಕ್ಷೀಯವಾಗಿ ಆದೇಶ ಹೊರಡಿಸಲಾಗುವುದು. ಸರ್ವೆ ನಂಬರ್ ಖಾತೆ ಸಂಖ್ಯೆ ಗ್ರಾಮ ಹೋಬಳಿ ತಾಲ್ಲೂಕು ಜಿಲ್ಲೆ ಬೆಂಗಳೂರು ನಗರ ಆಸ್ತಿಯ ಚಕ್ಕುಬಂದಿ ಪೂರ್ವಕ್ಕೆ ಪಶ್ಚಿಮಕ್ಕೆ ಉತ್ತರಕ್ಕೆ ದಕ್ಷಿಣಕ್ಕೆ ರಸ್ತೆ ವಕೀಲರು ನನ್ನ ಕಕ್ಷಿದಾರರ ಪರವಾಗಿ ಪ್ರಕಟಣೆ.: [483, 515, 934, 526]
- place: ಸ್ಥಳ: ಬೆಂಗಳೂರು: [713, 1253, 746, 1260]
- row-value: 147,079.93: [381, 1166, 427, 1175]
- notice-title: PUBLIC NOTICE: [41, 99, 81, 105]
- logo-on: on: [768, 1061, 799, 1086]
- row-value: [339, 1197, 381, 1213]
- row-value: (17,721.18): [117, 1109, 163, 1131]
- advocate: Advocate for the petitioners BASAVARAJ. G, Advocate: [483, 138, 591, 149]
- xelp-logo: {xelp}: [7, 933, 162, 979]
- kannada-court-notice-6: [708, 224, 820, 494]
- tender-item-2: 2) No.EE/UTPDN/SMG/KNNL/PB-3/T.N.NO.10/2025-26/ Dated: 08.08.2025: [480, 1168, 689, 1183]
- advocate-mobile: Mob: 9900473522 Date: 13/08/2025: [245, 171, 346, 178]
- kannada-court-notice-4: [360, 199, 476, 594]
- onmobile-logo: [713, 1061, 938, 1088]
- notice-body: Between: 1) KEMPANNA Sri Late RYAPPA Aged 68 Years, 2) MALLENAPPA, 3) LAKSHMAMMA W/o Late KEMPANNA, Dodda Bhatashahalli Village, Kasaba Hobli, Anekal Taluk, Bengaluru Urban District ...Petitioners. And: Tahasildar, Birth and Death Division, Anekal Taluk, Bangalore ...Respondent. PUBLIC NOTICE: Whereas, the petitioners have filed the above petition for seeking direction to the respondent for issuance of certificate of Smt. VENKATAMMA W/o Late RYAPPA was died on 12-12-2000 in the house of Dodda Bhatashahalli village. Given under my hand and seal of the court on this day 19.07.2025.: [483, 48, 591, 127]
- table-cell: ಶ್ರೀ ಮಂಜುನಾಥ ಎಸ್: [621, 535, 692, 541]
- row-value: [206, 1175, 252, 1197]
- website-link[interactable]: https://kppp.karnataka.gov.in: [480, 1293, 591, 1302]
- row-particulars: Income from operations: [22, 1056, 117, 1065]
- table-cell: Rs.28,10,817.00: [692, 541, 775, 547]
- kannada-court-notice-1: [3, 254, 119, 654]
- notice-sign: ಸ್ಥಳ: ಬೆಂಗಳೂರು ದಿನಾಂಕ: 14.08.2025 ಅಧಿಕೃತ ಅಧಿಕಾರಿ, ಪಿಎನ್‌ಬಿ ಹೌಸಿಂಗ್ ಫೈನಾನ್ಸ್ ಲಿ.: [483, 560, 646, 567]
- notice-sign: ಸ್ಥಳ: ಬೆಂಗಳೂರು ದಿನಾಂಕ: 14.08.2025: [126, 119, 198, 125]
- row-value: 20,422.10: [339, 1131, 381, 1166]
- row-value: (86,194.63): [252, 1109, 293, 1131]
- row-particulars: Net profit / (Loss) for the period (before Tax, Exceptional and/or Extraordinary items): [22, 1065, 117, 1087]
- notice-body: ಈ ಮೂಲಕ ಸಾರ್ವಜನಿಕರಿಗೆ ತಿಳಿಸುವುದೇನೆಂದರೆ ಮೇಲ್ಕಂಡ ಅರ್ಜಿದಾರರು ನ್ಯಾಯಾಲಯದಲ್ಲಿ ಅರ್ಜಿ ಸಲ್ಲಿಸಿದ್ದು ಯಾರಿಗಾದರೂ ಆಕ್ಷೇಪಣೆಗಳಿದ್ದಲ್ಲಿ ನಿಗದಿತ ದಿನಾಂಕದಂದು ಬೆಳಿಗ್ಗೆ 11.00 ಗಂಟೆಗೆ ನ್ಯಾಯಾಲಯದಲ್ಲಿ ಹಾಜರಾಗಿ ತಮ್ಮ ಆಕ್ಷೇಪಣೆಗಳನ್ನು ಸಲ್ಲಿಸಬಹುದು ತಪ್ಪಿದಲ್ಲಿ ಏಕಪಕ್ಷೀಯವಾಗಿ ಆದೇಶ ಹೊರಡಿಸಲಾಗುವುದು. ಸರ್ವೆ ನಂಬರ್ ಖಾತೆ ಸಂಖ್ಯೆ ಗ್ರಾಮ ಹೋಬಳಿ ತಾಲ್ಲೂಕು ಜಿಲ್ಲೆ ಬೆಂಗಳೂರು ನಗರ ಆಸ್ತಿಯ ಚಕ್ಕುಬಂದಿ ಪೂರ್ವಕ್ಕೆ ಪಶ್ಚಿಮಕ್ಕೆ ಉತ್ತರಕ್ಕೆ ದಕ್ಷಿಣಕ್ಕೆ ರಸ್ತೆ ವಕೀಲರು ನನ್ನ ಕಕ್ಷಿದಾರರ ಪರವಾಗಿ ಪ್ರಕಟಣೆ.: [827, 162, 938, 201]
- tender-sign: ಸಹಿ/-ಆಯುಕ್ತರು, ಹಾಸನ ಮಹಾನಗರ ಪಾಲಿಕೆ, ಹಾಸನ.: [755, 825, 899, 835]
- ref-number: ಕ್ರಮಾಂಕ: ಶಿಮಪಾ/ಕಾಮಗಾರಿ/ಸಿಆರ್-17/2025-26: [7, 678, 115, 686]
- advocate: BASAVARAJ. G, Advocate: [712, 138, 769, 144]
- newspaper-logo: ವಿಜಯವಾಣಿ: [20, 3, 61, 14]
- notice-body: I, RAMA .B.N, W/o Shekhar, aged about 53 years, residing at No. 45/1/62, 3rd Cross, Devaiah Park, Nagappa Block, Srirampuram, Bangalore-560021 do hereby declare that both the names i.e. B.N. RAMA and RAMA .B.N are one and the same and refers to me only, but my correct name is RAJESHWARI .B.N vide affidavit dated 12/08/2025 sworn before Advocate and Notary: [602, 40, 701, 127]
- govt-title: ಕರ್ನಾಟಕ ಸರ್ಕಾರ: [338, 600, 379, 608]
- court-notice-anekal-278: [479, 26, 595, 251]
- row-value: (31,444.16): [381, 1065, 427, 1087]
- row-value: (26,067.47): [206, 1065, 252, 1087]
- website: www.pnbhousing.com: [883, 503, 938, 510]
- notice-kannada-1: [122, 26, 238, 251]
- ref-number: ಕ್ರ.ಸಂ:ಕಾನಿಅ/ಗ್ರಾ.ಕು.ನೀ.ಮತ್ತುನೈ/ವಿ/ವಿಜ/KPPP/ಟೆಂಡರ್/2025-26/695: [245, 667, 400, 675]
- tender-body: 2025-26ನೇ ಸಾಲಿನ ಮಿಶ್ರ ಅರಣ್ಯ ನೆಡುತೋಪು ಕಾಮಗಾರಿಗಳಿಗೆ ಇ-ಪ್ರೊಕ್ಯೂರ್ಮೆಂಟ್ ಮುಖಾಂತರ ಟೆಂಡರ್ ಕರೆಯಲಾಗಿದೆ. ಟೆಂಡರ್ ದಾಖಲೆಗಳನ್ನು https://kppp.karnataka.gov.in ಪೋರ್ಟಲ್‌ನಿಂದ ಡೌನ್‌ಲೋಡ್ ಮಾಡಿಕೊಳ್ಳಬಹುದು. ಕೊನೆಯ ದಿನಾಂಕ 21-08-2025 ಸಂಜೆ 5.00 ಗಂಟೆ, ತಾಂತ್ರಿಕ ಬಿಡ್ 23-08-2025 ಸಂಜೆ 5.00 ಗಂಟೆ, ದಿನಾಂಕ 27-08-2025 ಸಂಜೆ 5.00 ಗಂಟೆ, ದಿನಾಂಕ 28-08-2025 ರಂದು 5.00 ಗಂಟೆಗೆ, 30-08-2025 ರಂದು 5.00 ಗಂಟೆಗೆ.: [483, 665, 705, 710]
- row-value: 147,199.93: [339, 1166, 381, 1175]
- ref-date: ದಿನಾಂಕ:13/08/2025: [878, 675, 938, 684]
- court-notice-hoskote-294: [708, 26, 820, 221]
- row-value: (1.20): [117, 1213, 163, 1222]
- row-value: 6,340.20: [206, 1056, 252, 1065]
- row-sr: 7: [8, 1175, 23, 1197]
- tender-subtitle: (ಇ-ಪ್ರೊಕ್ಯೂರ್ಮೆಂಟ್ ಮುಖಾಂತರ): [86, 700, 155, 708]
- row-value: 7,283.21: [381, 1056, 427, 1065]
- notice-body: My Client, Shweta Biradar, Wife S B Biradar, aged about 70 years, R/o No 231, 3rd A Cross, MPM Layout, Mallathahalli, Bengaluru South, Karnataka-560056, has lost the original Khatha Certificate bearing No.2053/2006-07, relating to property situated at Sri M. Vishweshwaraiah Layout, 5th Block, Bengaluru, Karnataka-560091. I hereby declare that the said document is lost and not traceable despite of best efforts. If anyone finds it or has any objection to issuance of a duplicate, they may inform the undersigned or the concerned authorities within 7 days of this publication.: [245, 40, 353, 162]
- company-name: ಆನ್‌ಮೊಬೈಲ್ ಗ್ಲೋಬಲ್ ಲಿಮಿಟೆಡ್: [783, 1087, 868, 1096]
- case-number: C.Misc. No. 1394/2025: [607, 268, 696, 277]
- notice-body: ಈ ಮೂಲಕ ಸಾರ್ವಜನಿಕರಿಗೆ ತಿಳಿಸುವುದೇನೆಂದರೆ ಮೇಲ್ಕಂಡ ಅರ್ಜಿದಾರರು ನ್ಯಾಯಾಲಯದಲ್ಲಿ ಅರ್ಜಿ ಸಲ್ಲಿಸಿದ್ದು ಯಾರಿಗಾದರೂ ಆಕ್ಷೇಪಣೆಗಳಿದ್ದಲ್ಲಿ ನಿಗದಿತ ದಿನಾಂಕದಂದು ಬೆಳಿಗ್ಗೆ 11.00 ಗಂಟೆಗೆ ನ್ಯಾಯಾಲಯದಲ್ಲಿ ಹಾಜರಾಗಿ ತಮ್ಮ ಆಕ್ಷೇಪಣೆಗಳನ್ನು ಸಲ್ಲಿಸಬಹುದು ತಪ್ಪಿದಲ್ಲಿ ಏಕಪಕ್ಷೀಯವಾಗಿ ಆದೇಶ ಹೊರಡಿಸಲಾಗುವುದು. ಸರ್ವೆ ನಂಬರ್ ಖಾತೆ ಸಂಖ್ಯೆ ಗ್ರಾಮ ಹೋಬಳಿ ತಾಲ್ಲೂಕು ಜಿಲ್ಲೆ ಬೆಂಗಳೂರು ನಗರ ಆಸ್ತಿಯ ಚಕ್ಕುಬಂದಿ ಪೂರ್ವಕ್ಕೆ ಪಶ್ಚಿಮಕ್ಕೆ ಉತ್ತರಕ್ಕೆ ದಕ್ಷಿಣಕ್ಕೆ ರಸ್ತೆ ವಕೀಲರು ನನ್ನ ಕಕ್ಷಿದಾರರ ಪರವಾಗಿ ಪ್ರಕಟಣೆ.: [364, 202, 472, 241]
- ref-number: ಸಂಖ್ಯೆ: ಎ6/ಟೆಂಡರ್/2025-26: [483, 644, 551, 651]
- table-row: [484, 541, 938, 547]
- court-name: IN THE COURT OF THE PRINCIPAL CIVIL JUDGE AND JMFC AT HOSKOTE: [10, 29, 112, 40]
- row-value: 39,011.88: [252, 1056, 293, 1065]
- notice-body-3: ಈ ಮೂಲಕ ಸಾರ್ವಜನಿಕರಿಗೆ ತಿಳಿಸುವುದೇನೆಂದರೆ ಮೇಲ್ಕಂಡ ಅರ್ಜಿದಾರರು ನ್ಯಾಯಾಲಯದಲ್ಲಿ ಅರ್ಜಿ ಸಲ್ಲಿಸಿದ್ದು ಯಾರಿಗಾದರೂ ಆಕ್ಷೇಪಣೆಗಳಿದ್ದಲ್ಲಿ ನಿಗದಿತ ದಿನಾಂಕದಂದು ಬೆಳಿಗ್ಗೆ 11.00 ಗಂಟೆಗೆ ನ್ಯಾಯಾಲಯದಲ್ಲಿ ಹಾಜರಾಗಿ ತಮ್ಮ ಆಕ್ಷೇಪಣೆಗಳನ್ನು ಸಲ್ಲಿಸಬಹುದು ತಪ್ಪಿದಲ್ಲಿ ಏಕಪಕ್ಷೀಯವಾಗಿ ಆದೇಶ ಹೊರಡಿಸಲಾಗುವುದು. ಸರ್ವೆ ನಂಬರ್ ಖಾತೆ ಸಂಖ್ಯೆ ಗ್ರಾಮ ಹೋಬಳಿ ತಾಲ್ಲೂಕು ಜಿಲ್ಲೆ ಬೆಂಗಳೂರು ನಗರ ಆಸ್ತಿಯ ಚಕ್ಕುಬಂದಿ ಪೂರ್ವಕ್ಕೆ ಪಶ್ಚಿಮಕ್ಕೆ ಉತ್ತರಕ್ಕೆ ದಕ್ಷಿಣಕ್ಕೆ ರಸ್ತೆ ವಕೀಲರು ನನ್ನ ಕಕ್ಷಿದಾರರ ಪರವಾಗಿ ಪ್ರಕಟಣೆ.: [827, 240, 938, 279]
- ref-date: ದಿನಾಂಕ: 13-08-2025: [651, 644, 705, 651]
- col-header: Quarter ended June 30, 2024: [381, 1018, 427, 1046]
- unit-note: (Rupees in 1000's except per share data): [341, 1001, 469, 1008]
- tender-item-4: 4) No.EE/UTPDN/SMG/KNNL/PB-3/T.N.NO.12/2025-26/ Dated: 08.08.2025: [480, 1198, 689, 1213]
- col-header: Quarter ended March 31, 2025: [339, 1018, 381, 1046]
- footer-ref: ವಾವಾಸಂಇ/ಪಿಆರ್/448/ಸಿಎ/2025-26: [716, 835, 788, 842]
- tender-item-1: 1) ಇಂಡೆಂಟ್ ಸಂಖ್ಯೆ : DMA/2025-26/IND5094/CALL-2 ಮತ್ತು DMA/2025-26/IND5174 ರ ಕೆಟಿಪಿ ಪೋರ್ಟಲ್ 20.08.2025 (ಸಂಜೆ: 4.00 ಗಂಟೆಗೆ): [7, 735, 210, 750]
- col-particulars: Particulars: [22, 1009, 117, 1047]
- row-value: [117, 1175, 163, 1197]
- row-value: [163, 1175, 205, 1197]
- org-email: E-mail : eeutpsmg@gmail.com: [480, 1122, 580, 1131]
- parties: BETWEEN : 1. Sri. Suragappa, S/o Late Pilla Munishamappa, Aged about 70 years, 2. Sri. Bachappa S/o Late Pilla Munishamappa, Aged about 74 years, Both are Residing at Baduka Village, Jadigenahalli Hobli, Hoskote Taluk, Bengaluru Rural District. ...Petitioners: [7, 48, 115, 82]
- tender-title: ಟೆಂಡರ್ ಪ್ರಕಟಣೆ: [95, 689, 146, 700]
- notice-sign: ಆನ್‌ಮೊಬೈಲ್ ಗ್ಲೋಬಲ್ ಲಿಮಿಟೆಡ್ ಪರವಾಗಿ ಸಹಿ/- ಪಿ.ವಿ. ವರಪ್ರಸಾದ್ ಕಂಪನಿ ಕಾರ್ಯದರ್ಶಿ: [833, 1253, 933, 1267]
- notice-body-3: ಈ ಮೂಲಕ ಸಾರ್ವಜನಿಕರಿಗೆ ತಿಳಿಸುವುದೇನೆಂದರೆ ಮೇಲ್ಕಂಡ ಅರ್ಜಿದಾರರು ನ್ಯಾಯಾಲಯದಲ್ಲಿ ಅರ್ಜಿ ಸಲ್ಲಿಸಿದ್ದು ಯಾರಿಗಾದರೂ ಆಕ್ಷೇಪಣೆಗಳಿದ್ದಲ್ಲಿ ನಿಗದಿತ ದಿನಾಂಕದಂದು ಬೆಳಿಗ್ಗೆ 11.00 ಗಂಟೆಗೆ ನ್ಯಾಯಾಲಯದಲ್ಲಿ ಹಾಜರಾಗಿ ತಮ್ಮ ಆಕ್ಷೇಪಣೆಗಳನ್ನು ಸಲ್ಲಿಸಬಹುದು ತಪ್ಪಿದಲ್ಲಿ ಏಕಪಕ್ಷೀಯವಾಗಿ ಆದೇಶ ಹೊರಡಿಸಲಾಗುವುದು. ಸರ್ವೆ ನಂಬರ್ ಖಾತೆ ಸಂಖ್ಯೆ ಗ್ರಾಮ ಹೋಬಳಿ ತಾಲ್ಲೂಕು ಜಿಲ್ಲೆ ಬೆಂಗಳೂರು ನಗರ ಆಸ್ತಿಯ ಚಕ್ಕುಬಂದಿ ಪೂರ್ವಕ್ಕೆ ಪಶ್ಚಿಮಕ್ಕೆ ಉತ್ತರಕ್ಕೆ ದಕ್ಷಿಣಕ್ಕೆ ರಸ್ತೆ ವಕೀಲರು ನನ್ನ ಕಕ್ಷಿದಾರರ ಪರವಾಗಿ ಪ್ರಕಟಣೆ.: [7, 335, 115, 374]
- table-row: [8, 1213, 469, 1222]
- table-cell: 2: [484, 541, 508, 547]
- notice-body: BETWEEN : 1. Smt. Narayanamma, D/o Late Thimmarayappa, Aged about 55 years, 2. Smt. Chowdhamma, D/o Late Thimmarayappa, Aged about 56 years, Both are R/at. Gerelapanahalli Village, Kasaba Hobli, Anekal Taluk, Bangalore District. ...Petitioners AND : The Tahasildar, Anekal Taluk. ...Respondent PAPER PUBLICATION Whereas the petitioner have filed the above petition for seeking direction to record and issue death certificate of petitioner father namely Lakshmanarma W/o Late Thimmarayappa who was died on 14.12.1981 at Gerelapanahalli Village. Given under my hand and seal of the court on this day 25.07.2025.: [602, 276, 701, 372]
- row-value: (1.25): [339, 1222, 381, 1231]
- org-phone: ಸಹಾಯವಾಣಿ: 08172-233702 ಫ್ಯಾಕ್ಸ್: 08172-234792: [716, 656, 898, 666]
- notice-body: ಈ ಮೂಲಕ ಸಾರ್ವಜನಿಕರಿಗೆ ತಿಳಿಸುವುದೇನೆಂದರೆ ಮೇಲ್ಕಂಡ ಅರ್ಜಿದಾರರು ನ್ಯಾಯಾಲಯದಲ್ಲಿ ಅರ್ಜಿ ಸಲ್ಲಿಸಿದ್ದು ಯಾರಿಗಾದರೂ ಆಕ್ಷೇಪಣೆಗಳಿದ್ದಲ್ಲಿ ನಿಗದಿತ ದಿನಾಂಕದಂದು ಬೆಳಿಗ್ಗೆ 11.00 ಗಂಟೆಗೆ ನ್ಯಾಯಾಲಯದಲ್ಲಿ ಹಾಜರಾಗಿ ತಮ್ಮ ಆಕ್ಷೇಪಣೆಗಳನ್ನು ಸಲ್ಲಿಸಬಹುದು ತಪ್ಪಿದಲ್ಲಿ ಏಕಪಕ್ಷೀಯವಾಗಿ ಆದೇಶ ಹೊರಡಿಸಲಾಗುವುದು. ಸರ್ವೆ ನಂಬರ್ ಖಾತೆ ಸಂಖ್ಯೆ ಗ್ರಾಮ ಹೋಬಳಿ ತಾಲ್ಲೂಕು ಜಿಲ್ಲೆ ಬೆಂಗಳೂರು ನಗರ ಆಸ್ತಿಯ ಚಕ್ಕುಬಂದಿ ಪೂರ್ವಕ್ಕೆ ಪಶ್ಚಿಮಕ್ಕೆ ಉತ್ತರಕ್ಕೆ ದಕ್ಷಿಣಕ್ಕೆ ರಸ್ತೆ ವಕೀಲರು ನನ್ನ ಕಕ್ಷಿದಾರರ ಪರವಾಗಿ ಪ್ರಕಟಣೆ.: [483, 257, 591, 296]
- row-sr: [8, 1213, 23, 1222]
- row-value: (17,764.39): [117, 1065, 163, 1087]
- change-of-name: [598, 26, 705, 146]
- org-title-2: ಸಂತೇಪೇಟೆ ವೃತ್ತ, ಹಾಸನ-573201.: [761, 625, 893, 637]
- shivamogga-tender: [3, 657, 238, 927]
- row-value: 38,984.73: [427, 1056, 468, 1065]
- date: ದಿನಾಂಕ: ಆಗಸ್ಟ್ 14, 2025: [713, 1260, 771, 1267]
- affidavit-shantharaju: [598, 149, 705, 251]
- notice-body: ಈ ಮೂಲಕ ಸಾರ್ವಜನಿಕರಿಗೆ ತಿಳಿಸುವುದೇನೆಂದರೆ ಮೇಲ್ಕಂಡ ಅರ್ಜಿದಾರರು ನ್ಯಾಯಾಲಯದಲ್ಲಿ ಅರ್ಜಿ ಸಲ್ಲಿಸಿದ್ದು ಯಾರಿಗಾದರೂ ಆಕ್ಷೇಪಣೆಗಳಿದ್ದಲ್ಲಿ ನಿಗದಿತ ದಿನಾಂಕದಂದು ಬೆಳಿಗ್ಗೆ 11.00 ಗಂಟೆಗೆ ನ್ಯಾಯಾಲಯದಲ್ಲಿ ಹಾಜರಾಗಿ ತಮ್ಮ ಆಕ್ಷೇಪಣೆಗಳನ್ನು ಸಲ್ಲಿಸಬಹುದು ತಪ್ಪಿದಲ್ಲಿ ಏಕಪಕ್ಷೀಯವಾಗಿ ಆದೇಶ ಹೊರಡಿಸಲಾಗುವುದು. ಸರ್ವೆ ನಂಬರ್ ಖಾತೆ ಸಂಖ್ಯೆ ಗ್ರಾಮ ಹೋಬಳಿ ತಾಲ್ಲೂಕು ಜಿಲ್ಲೆ ಬೆಂಗಳೂರು ನಗರ ಆಸ್ತಿಯ ಚಕ್ಕುಬಂದಿ ಪೂರ್ವಕ್ಕೆ ಪಶ್ಚಿಮಕ್ಕೆ ಉತ್ತರಕ್ಕೆ ದಕ್ಷಿಣಕ್ಕೆ ರಸ್ತೆ ವಕೀಲರು ನನ್ನ ಕಕ್ಷಿದಾರರ ಪರವಾಗಿ ಪ್ರಕಟಣೆ.: [712, 227, 816, 272]
- row-value: (5.50): [427, 1213, 468, 1222]
- tender-body: ಕರ್ನಾಟಕ ಸರ್ಕಾರದ ಮಾನ್ಯ ರಾಜ್ಯಪಾಲರ ಪರವಾಗಿ ಗ್ರಾಮೀಣ ಕುಡಿಯುವ ನೀರು ಮತ್ತು ನೈರ್ಮಲ್ಯ ಇಲಾಖೆಯಿಂದ ಟೆಂಡರ್‌ಗಳನ್ನು (Standard tender document KW-1/2/3/4) & KTPP ನಿಯಮಗಳ ರೀತ್ಯಾ ಟೆಂಡರ್ ಕರೆಯಲಾಗಿದೆ.: [245, 692, 472, 718]
- notice-body: ಈ ಮೂಲಕ ಸಾರ್ವಜನಿಕರಿಗೆ ತಿಳಿಸುವುದೇನೆಂದರೆ ಮೇಲ್ಕಂಡ ಅರ್ಜಿದಾರರು ನ್ಯಾಯಾಲಯದಲ್ಲಿ ಅರ್ಜಿ ಸಲ್ಲಿಸಿದ್ದು ಯಾರಿಗಾದರೂ ಆಕ್ಷೇಪಣೆಗಳಿದ್ದಲ್ಲಿ ನಿಗದಿತ ದಿನಾಂಕದಂದು ಬೆಳಿಗ್ಗೆ 11.00 ಗಂಟೆಗೆ ನ್ಯಾಯಾಲಯದಲ್ಲಿ ಹಾಜರಾಗಿ ತಮ್ಮ ಆಕ್ಷೇಪಣೆಗಳನ್ನು ಸಲ್ಲಿಸಬಹುದು ತಪ್ಪಿದಲ್ಲಿ ಏಕಪಕ್ಷೀಯವಾಗಿ ಆದೇಶ ಹೊರಡಿಸಲಾಗುವುದು. ಸರ್ವೆ ನಂಬರ್ ಖಾತೆ ಸಂಖ್ಯೆ ಗ್ರಾಮ ಹೋಬಳಿ ತಾಲ್ಲೂಕು ಜಿಲ್ಲೆ ಬೆಂಗಳೂರು ನಗರ ಆಸ್ತಿಯ ಚಕ್ಕುಬಂದಿ ಪೂರ್ವಕ್ಕೆ ಪಶ್ಚಿಮಕ್ಕೆ ಉತ್ತರಕ್ಕೆ ದಕ್ಷಿಣಕ್ಕೆ ರಸ್ತೆ ವಕೀಲರು ನನ್ನ ಕಕ್ಷಿದಾರರ ಪರವಾಗಿ ಪ್ರಕಟಣೆ.: [364, 40, 472, 80]
- notice-body-2: ಈ ಮೂಲಕ ಸಾರ್ವಜನಿಕರಿಗೆ ತಿಳಿಸುವುದೇನೆಂದರೆ ಮೇಲ್ಕಂಡ ಅರ್ಜಿದಾರರು ನ್ಯಾಯಾಲಯದಲ್ಲಿ ಅರ್ಜಿ ಸಲ್ಲಿಸಿದ್ದು ಯಾರಿಗಾದರೂ ಆಕ್ಷೇಪಣೆಗಳಿದ್ದಲ್ಲಿ ನಿಗದಿತ ದಿನಾಂಕದಂದು ಬೆಳಿಗ್ಗೆ 11.00 ಗಂಟೆಗೆ ನ್ಯಾಯಾಲಯದಲ್ಲಿ ಹಾಜರಾಗಿ ತಮ್ಮ ಆಕ್ಷೇಪಣೆಗಳನ್ನು ಸಲ್ಲಿಸಬಹುದು ತಪ್ಪಿದಲ್ಲಿ ಏಕಪಕ್ಷೀಯವಾಗಿ ಆದೇಶ ಹೊರಡಿಸಲಾಗುವುದು. ಸರ್ವೆ ನಂಬರ್ ಖಾತೆ ಸಂಖ್ಯೆ ಗ್ರಾಮ ಹೋಬಳಿ ತಾಲ್ಲೂಕು ಜಿಲ್ಲೆ ಬೆಂಗಳೂರು ನಗರ ಆಸ್ತಿಯ ಚಕ್ಕುಬಂದಿ ಪೂರ್ವಕ್ಕೆ ಪಶ್ಚಿಮಕ್ಕೆ ಉತ್ತರಕ್ಕೆ ದಕ್ಷಿಣಕ್ಕೆ ರಸ್ತೆ ವಕೀಲರು ನನ್ನ ಕಕ್ಷಿದಾರರ ಪರವಾಗಿ ಪ್ರಕಟಣೆ.: [7, 296, 115, 335]
- org-title-3: ವಿಭಾಗ ಕಾರ್ಯಾಲಯ, ವಿಜಯಪುರ: [306, 630, 411, 641]
- tender-title: ಟೆಂಡರ್ ಪ್ರಕಟಣೆ: [483, 653, 705, 664]
- pnb-col-header: ಆಸ್ತಿ ವಿವರ: [775, 529, 878, 535]
- notice-body-4: ಈ ಮೂಲಕ ಸಾರ್ವಜನಿಕರಿಗೆ ತಿಳಿಸುವುದೇನೆಂದರೆ ಮೇಲ್ಕಂಡ ಅರ್ಜಿದಾರರು ನ್ಯಾಯಾಲಯದಲ್ಲಿ ಅರ್ಜಿ ಸಲ್ಲಿಸಿದ್ದು ಯಾರಿಗಾದರೂ ಆಕ್ಷೇಪಣೆಗಳಿದ್ದಲ್ಲಿ ನಿಗದಿತ ದಿನಾಂಕದಂದು ಬೆಳಿಗ್ಗೆ 11.00 ಗಂಟೆಗೆ ನ್ಯಾಯಾಲಯದಲ್ಲಿ ಹಾಜರಾಗಿ ತಮ್ಮ ಆಕ್ಷೇಪಣೆಗಳನ್ನು ಸಲ್ಲಿಸಬಹುದು ತಪ್ಪಿದಲ್ಲಿ ಏಕಪಕ್ಷೀಯವಾಗಿ ಆದೇಶ ಹೊರಡಿಸಲಾಗುವುದು. ಸರ್ವೆ ನಂಬರ್ ಖಾತೆ ಸಂಖ್ಯೆ ಗ್ರಾಮ ಹೋಬಳಿ ತಾಲ್ಲೂಕು ಜಿಲ್ಲೆ ಬೆಂಗಳೂರು ನಗರ ಆಸ್ತಿಯ ಚಕ್ಕುಬಂದಿ ಪೂರ್ವಕ್ಕೆ ಪಶ್ಚಿಮಕ್ಕೆ ಉತ್ತರಕ್ಕೆ ದಕ್ಷಿಣಕ್ಕೆ ರಸ್ತೆ ವಕೀಲರು ನನ್ನ ಕಕ್ಷಿದಾರರ ಪರವಾಗಿ ಪ್ರಕಟಣೆ.: [364, 319, 472, 359]
- notice-body: I, J. SHANTHARAJU, S/o. Late Jatappa Shetty, aged about 65 years, R/at. No. 180/A/504, 11th Cross, Weavers Colony, Gottigere, Bannerghatta Road, Bengaluru South, Bengaluru-560083, do hereby declare that both the names i.e. J.S. RAJU and J. SHANTHARAJU are one and the same and belongs to me only and none others, vide affidavit dated 13.08.2025, sworn to before A.C. Subbu Swamy, Advocate & Notary, Bengaluru.: [602, 163, 701, 251]
- row-value: (80,570.73): [427, 1065, 468, 1087]
- order: By Order of the Court, Sheristedar, Civil Judge & JMFC, Hoskote: [712, 127, 816, 138]
- company-name: XELPMOC DESIGN AND TECH LIMITED: [170, 934, 444, 950]
- col-header: Quarter ended March 31, 2025: [163, 1018, 205, 1046]
- court-name: IN THE COURT OF THE PRINCIPAL CIVIL JUDGE AND JMFC AT HOSKOTE: [713, 29, 815, 40]
- kannada-court-notice-2: [122, 254, 238, 654]
- row-value: (2.67): [381, 1213, 427, 1222]
- tender-body-2: ಈ ಮೂಲಕ ಸಾರ್ವಜನಿಕರಿಗೆ ತಿಳಿಸುವುದೇನೆಂದರೆ ಮೇಲ್ಕಂಡ ಅರ್ಜಿದಾರರು ನ್ಯಾಯಾಲಯದಲ್ಲಿ ಅರ್ಜಿ ಸಲ್ಲಿಸಿದ್ದು ಯಾರಿಗಾದರೂ ಆಕ್ಷೇಪಣೆಗಳಿದ್ದಲ್ಲಿ ನಿಗದಿತ ದಿನಾಂಕದಂದು ಬೆಳಿಗ್ಗೆ 11.00 ಗಂಟೆಗೆ ನ್ಯಾಯಾಲಯದಲ್ಲಿ ಹಾಜರಾಗಿ ತಮ್ಮ ಆಕ್ಷೇಪಣೆಗಳನ್ನು ಸಲ್ಲಿಸಬಹುದು ತಪ್ಪಿದಲ್ಲಿ ಏಕಪಕ್ಷೀಯವಾಗಿ ಆದೇಶ ಹೊರಡಿಸಲಾಗುವುದು. ಸರ್ವೆ ನಂಬರ್ ಖಾತೆ ಸಂಖ್ಯೆ ಗ್ರಾಮ ಹೋಬಳಿ ತಾಲ್ಲೂಕು ಜಿಲ್ಲೆ ಬೆಂಗಳೂರು ನಗರ ಆಸ್ತಿಯ ಚಕ್ಕುಬಂದಿ ಪೂರ್ವಕ್ಕೆ ಪಶ್ಚಿಮಕ್ಕೆ ಉತ್ತರಕ್ಕೆ ದಕ್ಷಿಣಕ್ಕೆ ರಸ್ತೆ ವಕೀಲರು ನನ್ನ ಕಕ್ಷಿದಾರರ ಪರವಾಗಿ ಪ್ರಕಟಣೆ.: [7, 783, 232, 809]
- col-status: (Unaudited): [381, 1046, 427, 1055]
- footer-ref: ವಾವಾಸಂಇ/ಪಿಆರ್/254/ಸಿಎ/2025-26: [245, 760, 317, 767]
- row-value: (18,852.31): [293, 1065, 339, 1087]
- org-address: ಕನಕದಾಸ ಬಡಾವಣೆ, ಜಿಲ್ಲಾ ಪಂಚಾಯತ್ ಆವರಣ, ವಿಜಯಪುರ-586101: [284, 641, 433, 649]
- notice-subtitle: (Through KPP Portal only): [480, 1142, 702, 1151]
- order: By Order of the Court, Sheristedar, Civil Judge & J.M.F.C, Hoskote: [11, 177, 115, 188]
- notice-body-4: ಈ ಮೂಲಕ ಸಾರ್ವಜನಿಕರಿಗೆ ತಿಳಿಸುವುದೇನೆಂದರೆ ಮೇಲ್ಕಂಡ ಅರ್ಜಿದಾರರು ನ್ಯಾಯಾಲಯದಲ್ಲಿ ಅರ್ಜಿ ಸಲ್ಲಿಸಿದ್ದು ಯಾರಿಗಾದರೂ ಆಕ್ಷೇಪಣೆಗಳಿದ್ದಲ್ಲಿ ನಿಗದಿತ ದಿನಾಂಕದಂದು ಬೆಳಿಗ್ಗೆ 11.00 ಗಂಟೆಗೆ ನ್ಯಾಯಾಲಯದಲ್ಲಿ ಹಾಜರಾಗಿ ತಮ್ಮ ಆಕ್ಷೇಪಣೆಗಳನ್ನು ಸಲ್ಲಿಸಬಹುದು ತಪ್ಪಿದಲ್ಲಿ ಏಕಪಕ್ಷೀಯವಾಗಿ ಆದೇಶ ಹೊರಡಿಸಲಾಗುವುದು. ಸರ್ವೆ ನಂಬರ್ ಖಾತೆ ಸಂಖ್ಯೆ ಗ್ರಾಮ ಹೋಬಳಿ ತಾಲ್ಲೂಕು ಜಿಲ್ಲೆ ಬೆಂಗಳೂರು ನಗರ ಆಸ್ತಿಯ ಚಕ್ಕುಬಂದಿ ಪೂರ್ವಕ್ಕೆ ಪಶ್ಚಿಮಕ್ಕೆ ಉತ್ತರಕ್ಕೆ ದಕ್ಷಿಣಕ್ಕೆ ರಸ್ತೆ ವಕೀಲರು ನನ್ನ ಕಕ್ಷಿದಾರರ ಪರವಾಗಿ ಪ್ರಕಟಣೆ.: [126, 374, 234, 414]
- order: By Order of the Court, Sheristedar, Civil Judge & JMFC, Anekal: [487, 127, 591, 138]
- pnb-col-header: ದಿನಾಂಕ: [878, 529, 938, 535]
- row-value: (39,297.05): [381, 1109, 427, 1131]
- case-number: C Misc. No. 294/2025: [722, 40, 806, 49]
- registration-marks-center: [440, 1475, 477, 1482]
- row-value: [339, 1175, 381, 1197]
- notice-body-2: ಈ ಮೂಲಕ ಸಾರ್ವಜನಿಕರಿಗೆ ತಿಳಿಸುವುದೇನೆಂದರೆ ಮೇಲ್ಕಂಡ ಅರ್ಜಿದಾರರು ನ್ಯಾಯಾಲಯದಲ್ಲಿ ಅರ್ಜಿ ಸಲ್ಲಿಸಿದ್ದು ಯಾರಿಗಾದರೂ ಆಕ್ಷೇಪಣೆಗಳಿದ್ದಲ್ಲಿ ನಿಗದಿತ ದಿನಾಂಕದಂದು ಬೆಳಿಗ್ಗೆ 11.00 ಗಂಟೆಗೆ ನ್ಯಾಯಾಲಯದಲ್ಲಿ ಹಾಜರಾಗಿ ತಮ್ಮ ಆಕ್ಷೇಪಣೆಗಳನ್ನು ಸಲ್ಲಿಸಬಹುದು ತಪ್ಪಿದಲ್ಲಿ ಏಕಪಕ್ಷೀಯವಾಗಿ ಆದೇಶ ಹೊರಡಿಸಲಾಗುವುದು. ಸರ್ವೆ ನಂಬರ್ ಖಾತೆ ಸಂಖ್ಯೆ ಗ್ರಾಮ ಹೋಬಳಿ ತಾಲ್ಲೂಕು ಜಿಲ್ಲೆ ಬೆಂಗಳೂರು ನಗರ ಆಸ್ತಿಯ ಚಕ್ಕುಬಂದಿ ಪೂರ್ವಕ್ಕೆ ಪಶ್ಚಿಮಕ್ಕೆ ಉತ್ತರಕ್ಕೆ ದಕ್ಷಿಣಕ್ಕೆ ರಸ್ತೆ ವಕೀಲರು ನನ್ನ ಕಕ್ಷಿದಾರರ ಪರವಾಗಿ ಪ್ರಕಟಣೆ.: [712, 271, 816, 316]
- table-row: [8, 1131, 469, 1166]
- row-value: (1.26): [293, 1213, 339, 1222]
- org-title-5: ತುಂಗಾ ಮೇಲ್ದಂಡೆ ಯೋಜನಾ ವಿಭಾಗ, ಶಿವಮೊಗ್ಗ: [531, 1103, 650, 1113]
- registration-marks-left: [70, 1475, 107, 1482]
- tender-sign: ಸಹಿ/- ಆಯುಕ್ತರು, ಶಿವಮೊಗ್ಗ ಮಹಾನಗರ ಪಾಲಿಕೆ: [145, 816, 234, 823]
- order: By Order of the Court, Sheristedar, Prl. Civil Judge (Jr.Dn.) and JMFC, Anekal: [602, 371, 701, 388]
- row-value: 7,849.94: [117, 1056, 163, 1065]
- advocate: JAGADISH K, Advocate, Hoskote: [7, 188, 90, 194]
- ref-date: ದಿನಾಂಕ: 12.08.2025: [419, 674, 472, 682]
- org-phone: ದೂರವಾಣಿ : 08182-257189: [480, 1114, 558, 1123]
- org-email: ಇ-ಮೇಲ್: dcfbngurban@yahoo.com ದೂರವಾಣಿ ಸಂಖ್ಯೆ: 080-28000992.: [515, 633, 687, 640]
- company-office: Registered Office: No.57, 13th Cross, Novel Business Park, Hosur Road, Anepalya, Adugodi, Bengaluru - 560030, Karnataka, India. Tel. No: (+91) 6364316889; Email: vaishali.kondbhar@xelpmoc.in; Website: www.xelpmoc.in: [177, 957, 462, 978]
- col-header: Year ended March 31, 2025: [427, 1018, 468, 1046]
- row-value: (86,087.66): [252, 1087, 293, 1109]
- row-value: 18,873.17: [427, 1131, 468, 1166]
- row-value: 147,199.93: [163, 1166, 205, 1175]
- row-value: [206, 1197, 252, 1213]
- row-value: (31,817.26): [293, 1131, 339, 1166]
- tender-sign: ಸಹಿ/- ಉಪ ಅರಣ್ಯ ಸಂರಕ್ಷಣಾಧಿಕಾರಿಗಳು ಬೆಂಗಳೂರು ನಗರ ವಿಭಾಗ, ಬೆಂಗಳೂರು: [547, 757, 705, 765]
- ref-number: ಸಂ/ಹಮನಪಾ/ಮಾಮಾವಿ/ಸಾಪ್ತಾಹಿಕ ಪ್ರಕ/02/2025-26: [716, 666, 850, 675]
- table-row: [8, 1222, 469, 1231]
- row-value: (35,554.23): [206, 1087, 252, 1109]
- notice-body-2: ಈ ಮೂಲಕ ಸಾರ್ವಜನಿಕರಿಗೆ ತಿಳಿಸುವುದೇನೆಂದರೆ ಮೇಲ್ಕಂಡ ಅರ್ಜಿದಾರರು ನ್ಯಾಯಾಲಯದಲ್ಲಿ ಅರ್ಜಿ ಸಲ್ಲಿಸಿದ್ದು ಯಾರಿಗಾದರೂ ಆಕ್ಷೇಪಣೆಗಳಿದ್ದಲ್ಲಿ ನಿಗದಿತ ದಿನಾಂಕದಂದು ಬೆಳಿಗ್ಗೆ 11.00 ಗಂಟೆಗೆ ನ್ಯಾಯಾಲಯದಲ್ಲಿ ಹಾಜರಾಗಿ ತಮ್ಮ ಆಕ್ಷೇಪಣೆಗಳನ್ನು ಸಲ್ಲಿಸಬಹುದು ತಪ್ಪಿದಲ್ಲಿ ಏಕಪಕ್ಷೀಯವಾಗಿ ಆದೇಶ ಹೊರಡಿಸಲಾಗುವುದು. ಸರ್ವೆ ನಂಬರ್ ಖಾತೆ ಸಂಖ್ಯೆ ಗ್ರಾಮ ಹೋಬಳಿ ತಾಲ್ಲೂಕು ಜಿಲ್ಲೆ ಬೆಂಗಳೂರು ನಗರ ಆಸ್ತಿಯ ಚಕ್ಕುಬಂದಿ ಪೂರ್ವಕ್ಕೆ ಪಶ್ಚಿಮಕ್ಕೆ ಉತ್ತರಕ್ಕೆ ದಕ್ಷಿಣಕ್ಕೆ ರಸ್ತೆ ವಕೀಲರು ನನ್ನ ಕಕ್ಷಿದಾರರ ಪರವಾಗಿ ಪ್ರಕಟಣೆ.: [245, 296, 353, 335]
- page-header: [0, 0, 945, 22]
- org-title-4: ಕರ್ನಾಟಕ ನೀರಾವರಿ ನಿಗಮ ನಿಯಮಿತ,: [534, 1092, 648, 1103]
- kannada-court-notice-3: [241, 254, 357, 594]
- company-cin: CIN: L72200KA2015PLC082873: [263, 948, 377, 957]
- row-sr: 4: [8, 1109, 23, 1131]
- row-sr: [8, 1222, 23, 1231]
- tender-dates: KPPP Portal ಮುಖಾಂತರ ಆನ್‌ಲೈನ್ ಟೆಂಡರ್ ಸಲ್ಲಿಸುವ ಕೊನೆಯ ದಿನಾಂಕ: 21.08.2025 ರಂದು ಸಾಯಂಕಾಲ 5.30 ಘಂಟೆವರೆಗೆ, ತಾಂತ್ರಿಕ ಬಿಡ್ ತೆರೆಯುವ ದಿನಾಂಕ: 22.08.2025 ರಂದು 11.00 ಘಂಟೆ, ಆರ್ಥಿಕ ಬಿಡ್ ತೆರೆಯುವ ದಿನಾಂಕ: 25.08.2025 ರಂದು 11.00 ಘಂಟೆ.: [245, 718, 472, 745]
- row-value: (2.41): [206, 1213, 252, 1222]
- row-value: (2.37): [206, 1222, 252, 1231]
- row-value: (15,951.29): [163, 1087, 205, 1109]
- page-number: ೦೭: [4, 4, 16, 14]
- table-row: [8, 1166, 469, 1175]
